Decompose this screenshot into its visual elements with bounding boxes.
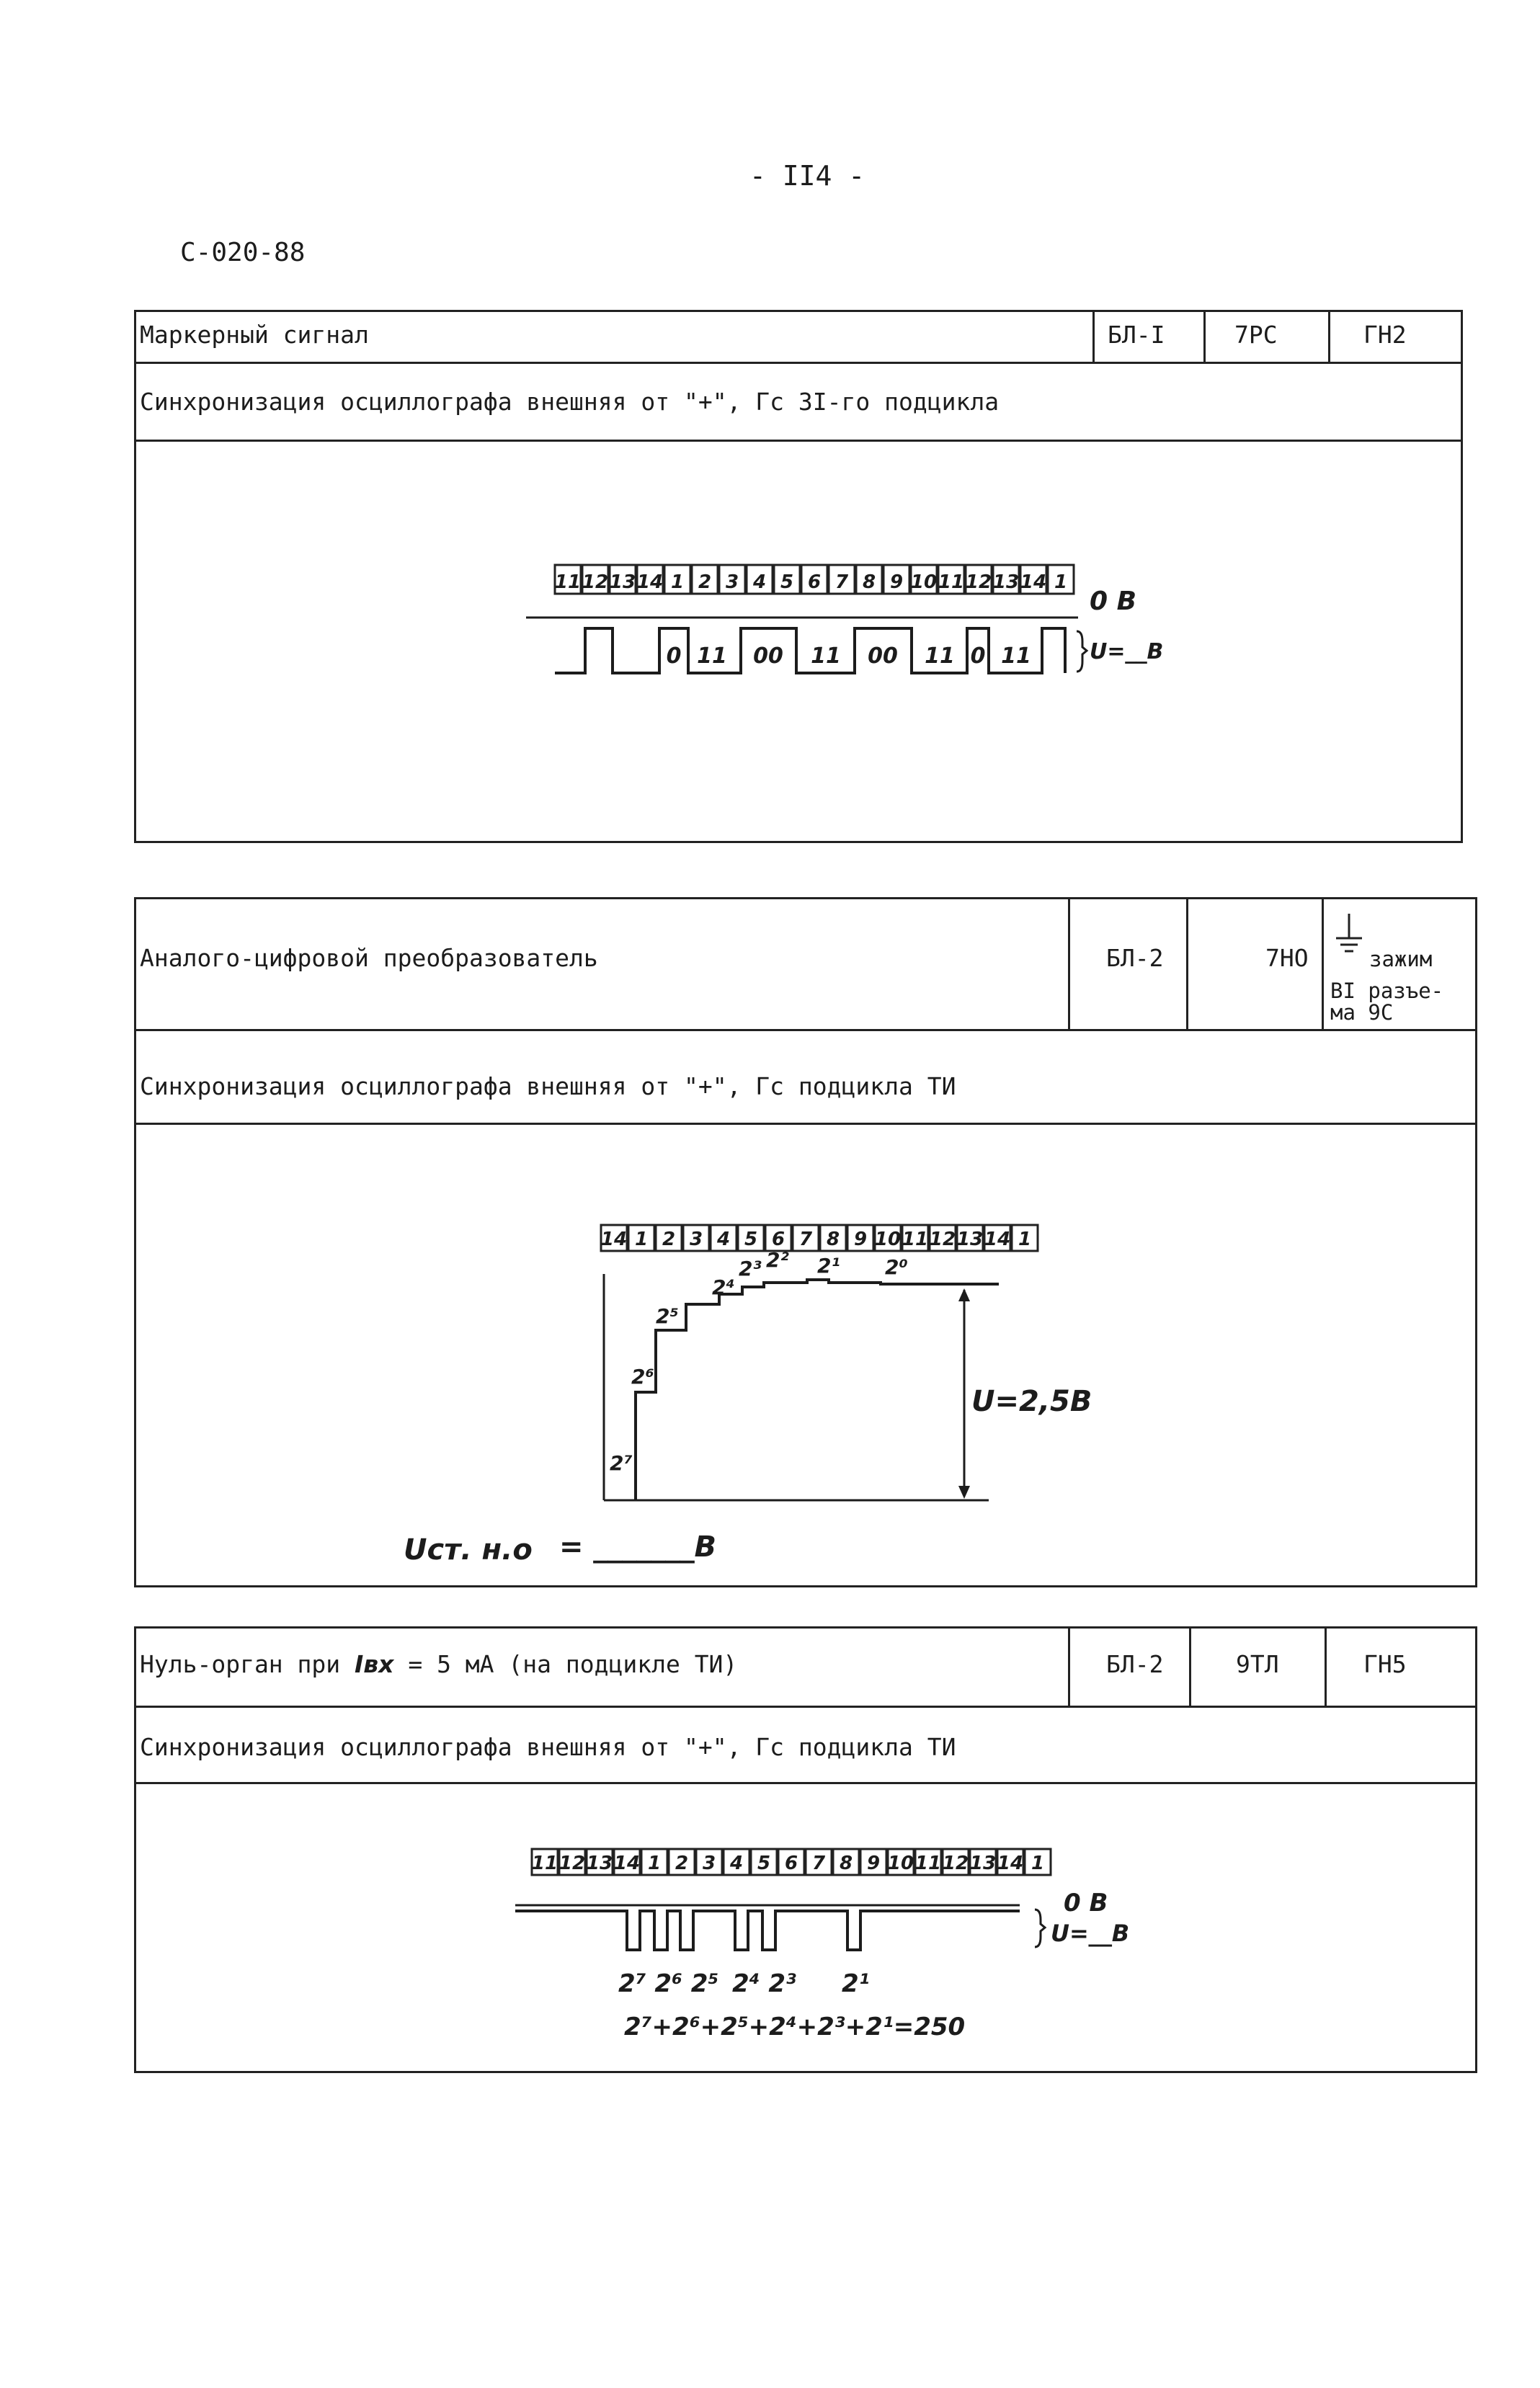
bit-weight-label: 2⁵ <box>656 1304 679 1328</box>
sync-description: Синхронизация осциллографа внешняя от "+", Гс подцикла ТИ <box>140 1733 956 1761</box>
time-slot-label: 13 <box>609 571 636 593</box>
zero-volt-label: 0 В <box>1064 1889 1108 1917</box>
bit-weight-label: 2¹ <box>817 1254 840 1278</box>
bit-value-label: 00 <box>753 643 783 669</box>
test-point: 9ТЛ <box>1236 1650 1279 1678</box>
time-slot-label: 10 <box>874 1229 902 1250</box>
bit-value-label: 0 <box>666 643 682 669</box>
time-slot-label: 12 <box>929 1229 956 1250</box>
pulse-label-group3: 2¹ <box>842 1969 870 1998</box>
section-title: Аналого-цифровой преобразователь <box>140 944 598 972</box>
time-slot-label: 6 <box>807 571 822 593</box>
sync-description: Синхронизация осциллографа внешняя от "+", Гс 3I-го подцикла <box>140 388 1000 416</box>
bit-weight-label: 2⁰ <box>885 1255 908 1279</box>
time-slot-label: 4 <box>716 1229 731 1250</box>
time-slot-label: 7 <box>811 1853 826 1874</box>
time-slot-label: 11 <box>914 1853 942 1874</box>
ground-connector-line2: ма 9С <box>1330 1000 1394 1025</box>
time-slot-label: 8 <box>839 1853 853 1874</box>
time-slot-label: 1 <box>1018 1229 1032 1250</box>
section-title: Маркерный сигнал <box>140 321 369 349</box>
time-slot-label: 13 <box>969 1853 997 1874</box>
time-slot-label: 14 <box>984 1229 1011 1250</box>
time-slot-label: 14 <box>636 571 664 593</box>
time-slot-label: 13 <box>956 1229 984 1250</box>
time-slot-label: 1 <box>647 1853 662 1874</box>
title-prefix: Нуль-орган при <box>140 1650 355 1678</box>
time-slot-label: 13 <box>992 571 1020 593</box>
time-slot-label: 12 <box>965 571 992 593</box>
sum-formula: 2⁷+2⁶+2⁵+2⁴+2³+2¹=250 <box>624 2013 966 2041</box>
time-slot-label: 3 <box>702 1853 716 1874</box>
ust-label: Uст. н.о <box>404 1533 533 1567</box>
bit-value-label: 11 <box>697 643 727 669</box>
ground-connector-line1: BI разъе- <box>1330 979 1444 1003</box>
time-slot-label: 2 <box>698 571 712 593</box>
bit-weight-label: 2⁶ <box>631 1365 654 1389</box>
time-slot-label: 11 <box>554 571 582 593</box>
time-slot-label: 5 <box>757 1853 771 1874</box>
time-slot-label: 13 <box>586 1853 613 1874</box>
time-slot-label: 5 <box>780 571 794 593</box>
time-slot-label: 6 <box>784 1853 798 1874</box>
bit-value-label: 11 <box>811 643 841 669</box>
time-slot-label: 14 <box>1020 571 1047 593</box>
bit-weight-label: 2² <box>766 1248 789 1272</box>
bit-value-label: 00 <box>868 643 898 669</box>
time-slot-label: 1 <box>634 1229 649 1250</box>
bit-value-label: 11 <box>1001 643 1031 669</box>
time-slot-label: 7 <box>834 571 849 593</box>
page-number: - II4 - <box>749 160 865 192</box>
time-slot-label: 3 <box>725 571 739 593</box>
time-slot-label: 1 <box>1054 571 1068 593</box>
ground-clamp-label: зажим <box>1369 947 1433 971</box>
amplitude-label: U=__В <box>1051 1920 1130 1947</box>
time-slot-label: 3 <box>689 1229 703 1250</box>
time-slot-label: 11 <box>938 571 965 593</box>
time-slot-label: 11 <box>531 1853 558 1874</box>
bit-value-label: 11 <box>925 643 955 669</box>
time-slot-label: 7 <box>798 1229 813 1250</box>
bit-value-label: 0 <box>970 643 986 669</box>
time-slot-label: 9 <box>866 1853 881 1874</box>
sync-description: Синхронизация осциллографа внешняя от "+", Гс подцикла ТИ <box>140 1072 956 1100</box>
amplitude-label: U=2,5В <box>971 1385 1092 1418</box>
time-slot-label: 4 <box>729 1853 744 1874</box>
current-symbol: Iвх <box>355 1650 394 1678</box>
time-slot-label: 10 <box>887 1853 914 1874</box>
time-slot-label: 14 <box>997 1853 1024 1874</box>
bit-weight-label: 2³ <box>739 1257 762 1280</box>
time-slot-label: 9 <box>853 1229 868 1250</box>
time-slot-label: 1 <box>670 571 685 593</box>
time-slot-label: 10 <box>910 571 938 593</box>
time-slot-label: 12 <box>942 1853 969 1874</box>
zero-volt-label: 0 В <box>1090 587 1137 616</box>
time-slot-label: 8 <box>862 571 876 593</box>
time-slot-label: 8 <box>826 1229 840 1250</box>
pulse-label-group2: 2⁴ 2³ <box>732 1969 796 1998</box>
time-slot-label: 14 <box>600 1229 628 1250</box>
test-point: 7НО <box>1265 944 1309 972</box>
time-slot-label: 14 <box>613 1853 641 1874</box>
time-slot-label: 2 <box>662 1229 676 1250</box>
pulse-label-group1: 2⁷ 2⁶ 2⁵ <box>618 1969 719 1998</box>
time-slot-label: 11 <box>902 1229 929 1250</box>
time-slot-label: 12 <box>582 571 609 593</box>
block-label: БЛ-I <box>1108 321 1165 349</box>
time-slot-label: 2 <box>675 1853 689 1874</box>
block-label: БЛ-2 <box>1106 944 1164 972</box>
bit-weight-label: 2⁴ <box>712 1275 735 1299</box>
ust-value: = _______В <box>559 1531 716 1564</box>
amplitude-brace <box>1035 1910 1045 1947</box>
document-code: С-020-88 <box>180 238 306 267</box>
time-slot-label: 1 <box>1031 1853 1045 1874</box>
time-slot-label: 4 <box>752 571 767 593</box>
amplitude-label: U=__В <box>1090 639 1164 664</box>
title-suffix: = 5 мА (на подцикле ТИ) <box>393 1650 738 1678</box>
ground-point: ГН2 <box>1363 321 1407 349</box>
block-label: БЛ-2 <box>1106 1650 1164 1678</box>
time-slot-label: 6 <box>771 1229 785 1250</box>
bit-weight-label: 2⁷ <box>610 1451 633 1475</box>
time-slot-label: 12 <box>558 1853 586 1874</box>
test-point: 7РС <box>1234 321 1278 349</box>
ground-point: ГН5 <box>1363 1650 1407 1678</box>
time-slot-label: 9 <box>889 571 904 593</box>
null-organ-waveform <box>515 1911 1020 1950</box>
time-slot-label: 5 <box>744 1229 758 1250</box>
